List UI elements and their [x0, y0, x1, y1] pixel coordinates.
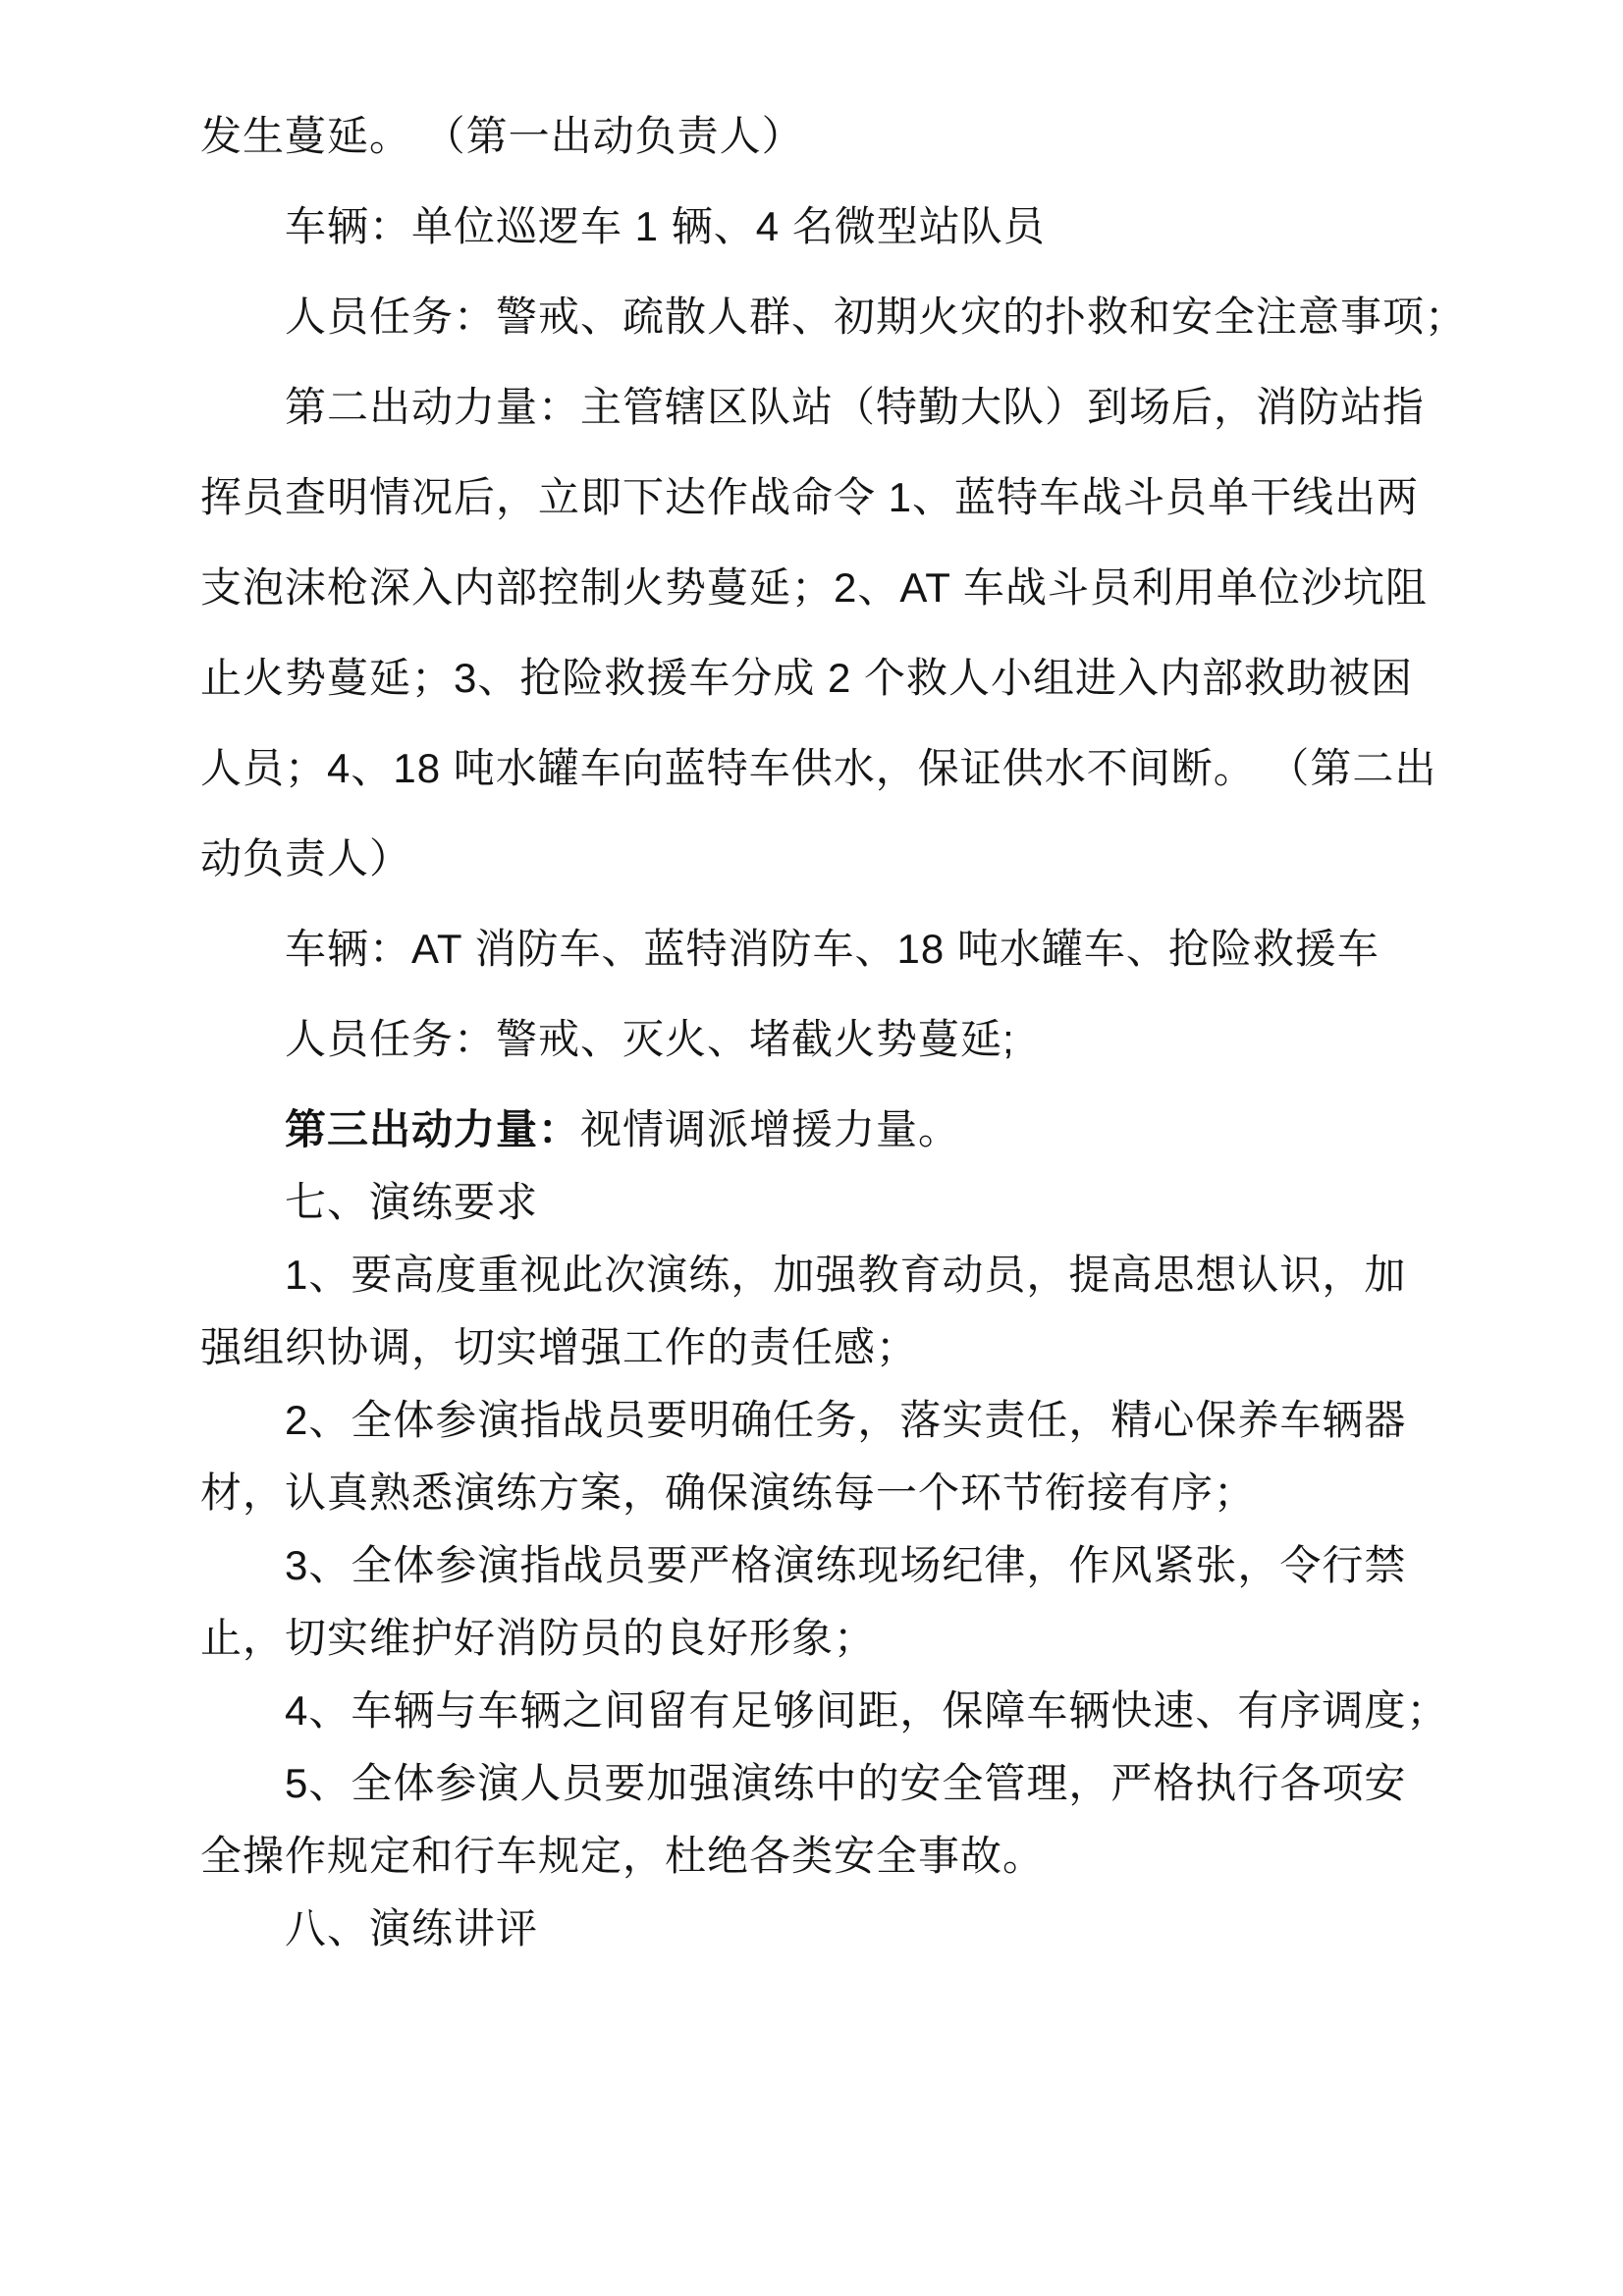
text-line — [200, 1900, 1467, 1956]
document-body — [200, 108, 1467, 1973]
text-line — [200, 921, 1467, 977]
text-run: 车辆：AT 消防车、蓝特消防车、18 吨水罐车、抢险救援车 — [285, 926, 1380, 972]
text-line — [200, 1101, 1467, 1157]
text-line — [200, 740, 1467, 796]
text-run: 七、演练要求 — [285, 1179, 539, 1225]
text-line — [200, 1828, 1467, 1884]
text-run: 视情调派增援力量。 — [580, 1106, 961, 1152]
text-line — [200, 830, 1467, 886]
text-run: 2、全体参演指战员要明确任务，落实责任，精心保养车辆器 — [285, 1397, 1407, 1443]
text-run: 发生蔓延。 （第一出动负责人） — [200, 113, 804, 159]
text-line — [200, 1392, 1467, 1448]
text-line — [200, 1610, 1467, 1666]
text-line — [200, 1755, 1467, 1811]
text-run: 止，切实维护好消防员的良好形象； — [200, 1615, 877, 1661]
text-run: 动负责人） — [200, 835, 412, 881]
text-line — [200, 108, 1467, 164]
text-line — [200, 650, 1467, 706]
text-run: 支泡沫枪深入内部控制火势蔓延；2、AT 车战斗员利用单位沙坑阻 — [200, 564, 1428, 611]
text-line — [200, 1174, 1467, 1230]
text-run: 人员任务：警戒、灭火、堵截火势蔓延; — [285, 1016, 1015, 1062]
text-line — [200, 1011, 1467, 1067]
text-run: 1、要高度重视此次演练，加强教育动员，提高思想认识，加 — [285, 1252, 1407, 1298]
text-run: 3、全体参演指战员要严格演练现场纪律，作风紧张，令行禁 — [285, 1542, 1407, 1588]
text-line — [200, 1537, 1467, 1593]
text-line — [200, 1319, 1467, 1375]
text-line — [200, 1682, 1467, 1738]
text-line — [200, 379, 1467, 435]
text-line — [200, 1465, 1467, 1521]
text-line — [200, 198, 1467, 254]
text-run: 车辆：单位巡逻车 1 辆、4 名微型站队员 — [285, 203, 1046, 249]
text-line — [200, 1247, 1467, 1303]
text-run: 人员任务：警戒、疏散人群、初期火灾的扑救和安全注意事项； — [285, 294, 1468, 340]
text-run: 全操作规定和行车规定，杜绝各类安全事故。 — [200, 1833, 1046, 1879]
text-run: 挥员查明情况后，立即下达作战命令 1、蓝特车战斗员单干线出两 — [200, 474, 1420, 520]
text-run-bold: 第三出动力量： — [285, 1106, 581, 1152]
text-run: 4、车辆与车辆之间留有足够间距，保障车辆快速、有序调度； — [285, 1687, 1449, 1734]
text-run: 5、全体参演人员要加强演练中的安全管理，严格执行各项安 — [285, 1760, 1407, 1806]
text-run: 止火势蔓延；3、抢险救援车分成 2 个救人小组进入内部救助被困 — [200, 655, 1414, 701]
text-run: 材，认真熟悉演练方案，确保演练每一个环节衔接有序； — [200, 1469, 1257, 1516]
text-run: 八、演练讲评 — [285, 1905, 539, 1951]
text-run: 第二出动力量：主管辖区队站（特勤大队）到场后，消防站指 — [285, 384, 1426, 430]
text-line — [200, 469, 1467, 525]
text-line — [200, 289, 1467, 345]
text-run: 人员；4、18 吨水罐车向蓝特车供水，保证供水不间断。 （第二出 — [200, 745, 1437, 791]
text-run: 强组织协调，切实增强工作的责任感； — [200, 1324, 919, 1370]
text-line — [200, 560, 1467, 615]
